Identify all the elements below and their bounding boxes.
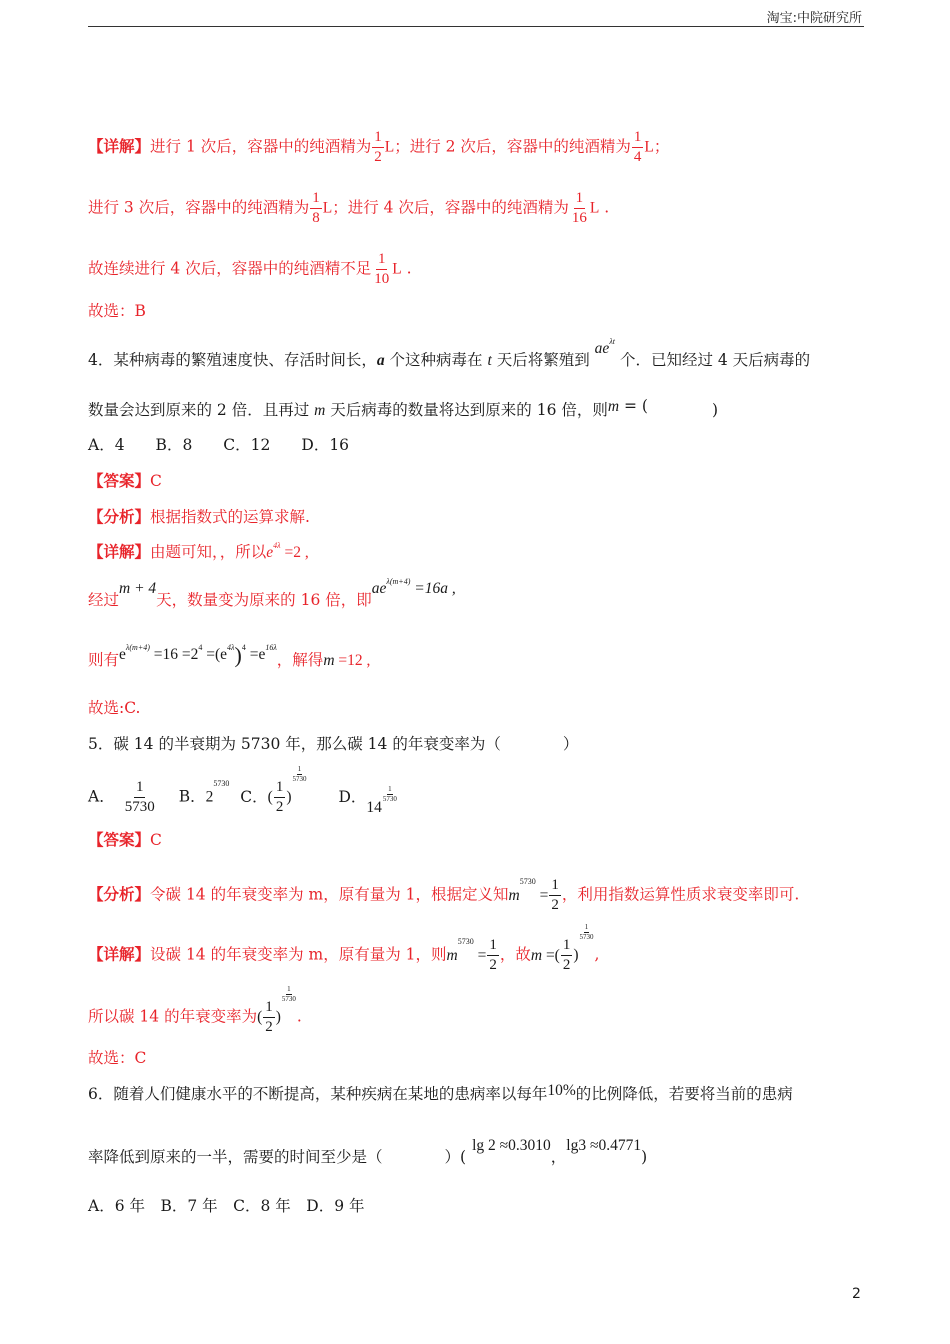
q4-options: A．4 B．8 C．12 D．16	[88, 436, 350, 454]
fraction: $\frac{1}{2}$	[374, 129, 382, 165]
q4-detail-line3: 则有$e^{\lambda(m+4)} =16 =2^4 =(e^{4\lambda})^4 =e^{16\lambda}$，解得m =12 ,	[88, 642, 371, 669]
q4-stem-line1: 4．某种病毒的繁殖速度快、存活时间长，a 个这种病毒在 t 天后将繁殖到 $ae^{\lambda t}$ 个．已知经过 4 天后病毒的	[88, 337, 811, 369]
page-header	[88, 0, 864, 27]
fraction: $\frac{1}{2}$	[275, 779, 284, 815]
fraction: $\frac{1}{10}$	[374, 251, 390, 287]
q5-choice: 故选：C	[88, 1049, 147, 1067]
q5-options: A． $\frac{1}{5730}$ B．$2^{5730}$ C．( $\frac{1}{2}$ ) $\frac{1}{5730}$ D．14 $\frac{1}{5730}$	[88, 765, 397, 816]
q4-answer: 【答案】C	[88, 471, 162, 490]
q5-detail-line1: 【详解】设碳 14 的年衰变率为 m，原有量为 1，则$m^{5730}$ = $\frac{1}{2}$ ，故m =( $\frac{1}{2}$ ) $\frac{1}{5730}$ ,	[88, 923, 600, 973]
fraction: $\frac{1}{2}$	[265, 999, 273, 1035]
q4-analysis: 【分析】根据指数式的运算求解.	[88, 507, 310, 526]
fraction: $\frac{1}{8}$	[312, 190, 320, 226]
q3-detail-line3: 故连续进行 4 次后，容器中的纯酒精不足 $\frac{1}{10}$ L .	[88, 251, 412, 287]
q4-detail-line1: 【详解】由题可知，，所以$e^{4\lambda} =2$ ,	[88, 541, 309, 561]
q4-choice: 故选:C.	[88, 699, 141, 717]
q5-stem: 5．碳 14 的半衰期为 5730 年，那么碳 14 的年衰变率为（ ）	[88, 735, 579, 753]
fraction: $\frac{1}{2}$	[489, 937, 497, 973]
q5-analysis: 【分析】令碳 14 的年衰变率为 m，原有量为 1，根据定义知$m^{5730}$ = $\frac{1}{2}$ ，利用指数运算性质求衰变率即可.	[88, 877, 800, 913]
fraction: $\frac{1}{4}$	[633, 129, 642, 165]
q3-detail-line2: 进行 3 次后，容器中的纯酒精为 $\frac{1}{8}$ L；进行 4 次后，容器中的纯酒精为 $\frac{1}{16}$ L .	[88, 190, 610, 226]
fraction: $\frac{1}{5730}$	[124, 779, 155, 815]
q3-choice: 故选：B	[88, 302, 146, 320]
q5-detail-line2: 所以碳 14 的年衰变率为( $\frac{1}{2}$ ) $\frac{1}{5730}$ .	[88, 985, 302, 1035]
q6-options: A．6 年 B．7 年 C．8 年 D．9 年	[88, 1197, 365, 1215]
q4-detail-line2: 经过m + 4天，数量变为原来的 16 倍，即$ae^{\lambda(m+4)} =16a$ ,	[88, 577, 456, 609]
page-number: 2	[852, 1286, 861, 1302]
fraction: $\frac{1}{2}$	[562, 937, 571, 973]
q4-stem-line2: 数量会达到原来的 2 倍．且再过 m 天后病毒的数量将达到原来的 16 倍，则m = ( )	[88, 397, 719, 419]
q6-stem-line2: 率降低到原来的一半，需要的时间至少是（ ）(lg 2 ≈0.3010，lg3 ≈0.4771)	[88, 1137, 648, 1166]
q3-detail-line1: 【详解】进行 1 次后，容器中的纯酒精为 $\frac{1}{2}$ L；进行 2 次后，容器中的纯酒精为 $\frac{1}{4}$ L；	[88, 129, 670, 165]
q5-answer: 【答案】C	[88, 830, 162, 849]
fraction: $\frac{1}{16}$	[571, 190, 587, 226]
fraction: $\frac{1}{2}$	[551, 877, 559, 913]
header-source: 淘宝:中院研究所	[766, 11, 862, 26]
q6-stem-line1: 6．随着人们健康水平的不断提高，某种疾病在某地的患病率以每年10%的比例降低，若要将当前的患病	[88, 1082, 793, 1103]
